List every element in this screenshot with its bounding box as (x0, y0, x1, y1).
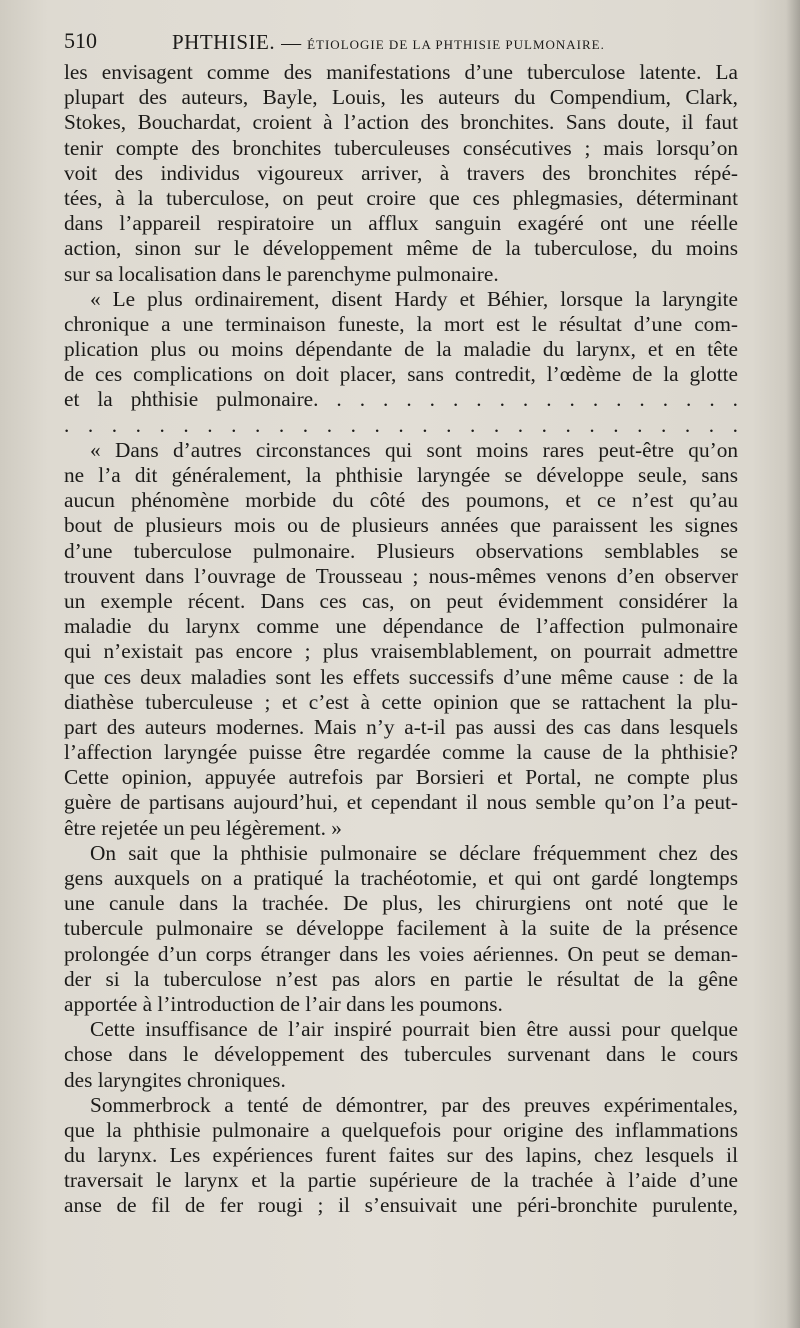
text-line: un exemple récent. Dans ces cas, on peut évidemment considérer la (64, 588, 738, 613)
page-number: 510 (64, 28, 97, 53)
text-line: voit des individus vigoureux arriver, à travers des bronchites répé- (64, 160, 738, 185)
text-line: bout de plusieurs mois ou de plusieurs années que paraissent les signes (64, 513, 738, 538)
text-line: ne l’a dit généralement, la phthisie laryngée se développe seule, sans (64, 463, 738, 487)
text-line: apportée à l’introduction de l’air dans les poumons. (64, 991, 503, 1016)
text-line: sur sa localisation dans le parenchyme pulmonaire. (64, 261, 499, 286)
text-line: diathèse tuberculeuse ; et c’est à cette opinion que se rattachent la plu- (64, 689, 738, 714)
text-line: les envisagent comme des manifestations d’une tuberculose latente. La (64, 60, 738, 84)
text-line: plupart des auteurs, Bayle, Louis, les auteurs du Compendium, Clark, (64, 85, 738, 110)
text-line: d’une tuberculose pulmonaire. Plusieurs observations semblables se (64, 538, 738, 563)
text-line: du larynx. Les expériences furent faites sur des lapins, chez lesquels il (64, 1143, 738, 1168)
text-line: guère de partisans aujourd’hui, et cependant il nous semble qu’on l’a peut- (64, 790, 738, 815)
text-line: part des auteurs modernes. Mais n’y a-t-il pas aussi des cas dans lesquels (64, 714, 738, 739)
running-head-title: PHTHISIE. (172, 30, 276, 54)
text-line: qui n’existait pas encore ; plus vraisemblablement, on pourrait admettre (64, 639, 738, 664)
text-line: aucun phénomène morbide du côté des poumons, et ce n’est qu’au (64, 488, 738, 513)
text-line: que ces deux maladies sont les effets successifs d’une même cause : de la (64, 664, 738, 689)
text-line: des laryngites chroniques. (64, 1067, 286, 1092)
text-line: chronique a une terminaison funeste, la mort est le résultat d’une com- (64, 311, 738, 336)
text-line: l’affection laryngée puisse être regardée comme la cause de la phthisie? (64, 740, 738, 765)
text-line: Stokes, Bouchardat, croient à l’action des bronchites. Sans doute, il faut (64, 110, 738, 135)
text-line: dans l’appareil respiratoire un afflux sanguin exagéré ont une réelle (64, 211, 738, 236)
text-line: Cette insuffisance de l’air inspiré pourrait bien être aussi pour quelque (90, 1017, 738, 1042)
text-line: anse de fil de fer rougi ; il s’ensuivait une péri-bronchite purulente, (64, 1193, 738, 1218)
text-line: tubercule pulmonaire se développe facilement à la suite de la présence (64, 916, 738, 941)
text-line: Sommerbrock a tenté de démontrer, par des preuves expérimentales, (90, 1092, 738, 1117)
text-line: der si la tuberculose n’est pas alors en partie le résultat de la gêne (64, 966, 738, 991)
running-head-subtitle: ÉTIOLOGIE DE LA PHTHISIE PULMONAIRE. (307, 37, 605, 52)
text-line: tées, à la tuberculose, on peut croire que ces phlegmasies, déterminant (64, 185, 738, 210)
text-line: traversait le larynx et la partie supérieure de la trachée à l’aide d’une (64, 1168, 738, 1193)
text-line: tenir compte des bronchites tuberculeuses consécutives ; mais lorsqu’on (64, 135, 738, 160)
text-line: et la phthisie pulmonaire. . . . . . . . . . . . . . . . . . . (64, 387, 738, 412)
text-line: On sait que la phthisie pulmonaire se déclare fréquemment chez des (90, 840, 738, 865)
text-line: action, sinon sur le développement même de la tuberculose, du moins (64, 236, 738, 261)
text-line: être rejetée un peu légèrement. » (64, 815, 342, 840)
ellipsis-line: . . . . . . . . . . . . . . . . . . . . . . . . . . . . . (64, 412, 738, 437)
text-line: gens auxquels on a pratiqué la trachéotomie, et qui ont gardé longtemps (64, 866, 738, 890)
text-line: de ces complications on doit placer, sans contredit, l’œdème de la glotte (64, 362, 738, 387)
page-edge-shadow (786, 0, 800, 1328)
text-line: trouvent dans l’ouvrage de Trousseau ; nous-mêmes venons d’en observer (64, 563, 738, 588)
text-line: plication plus ou moins dépendante de la maladie du larynx, et en tête (64, 337, 738, 362)
text-line: « Dans d’autres circonstances qui sont moins rares peut-être qu’on (90, 437, 738, 462)
body-text (64, 60, 738, 1219)
running-header (64, 28, 744, 58)
text-line: une canule dans la trachée. De plus, les chirurgiens ont noté que le (64, 891, 738, 916)
text-line: prolongée d’un corps étranger dans les voies aériennes. On peut se deman- (64, 941, 738, 966)
text-line: que la phthisie pulmonaire a quelquefois pour origine des inflammations (64, 1117, 738, 1142)
text-line: Cette opinion, appuyée autrefois par Borsieri et Portal, ne compte plus (64, 765, 738, 790)
text-line: chose dans le développement des tubercules survenant dans le cours (64, 1042, 738, 1067)
text-line: maladie du larynx comme une dépendance de l’affection pulmonaire (64, 614, 738, 639)
running-head (172, 30, 605, 55)
running-head-dash: — (281, 32, 302, 54)
text-line: « Le plus ordinairement, disent Hardy et Béhier, lorsque la laryngite (90, 286, 738, 311)
